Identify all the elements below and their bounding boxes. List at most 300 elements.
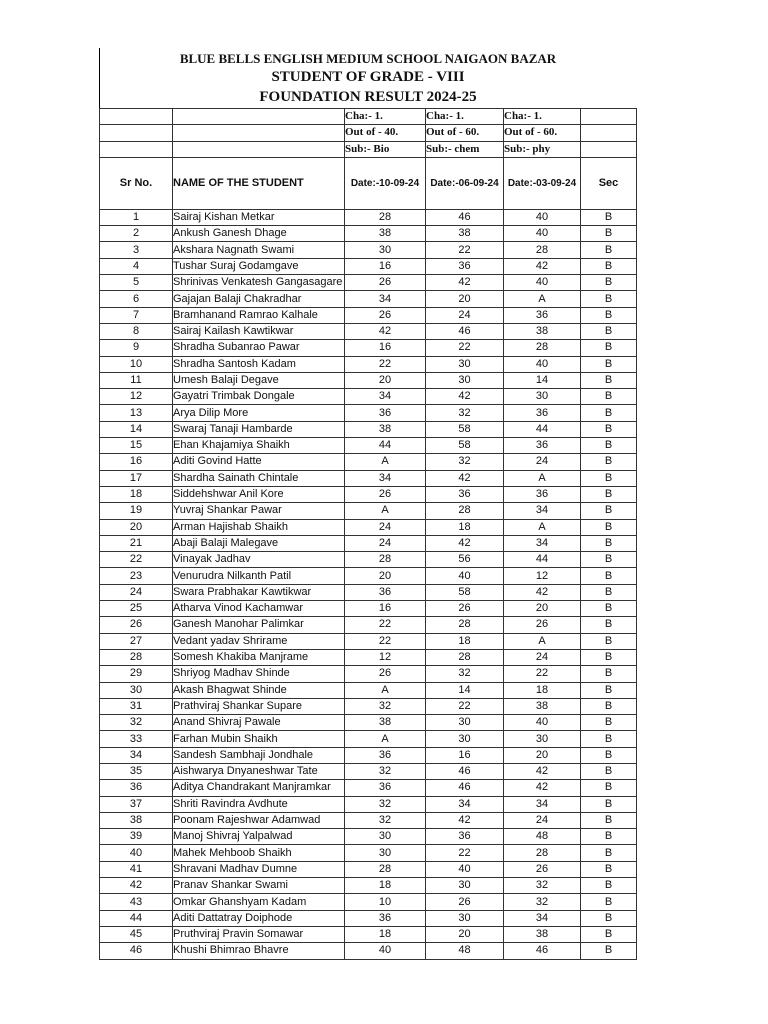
section-cell: B <box>581 601 637 617</box>
section-cell: B <box>581 715 637 731</box>
table-row <box>100 307 637 323</box>
bio-score-cell: 36 <box>345 405 426 421</box>
bio-score-cell: 26 <box>345 666 426 682</box>
chem-score-cell: 38 <box>426 226 504 242</box>
phy-score-cell: 44 <box>504 421 581 437</box>
chem-score-cell: 36 <box>426 258 504 274</box>
chem-score-cell: 22 <box>426 845 504 861</box>
sr-no-cell: 44 <box>100 910 173 926</box>
section-cell: B <box>581 438 637 454</box>
section-cell: B <box>581 845 637 861</box>
phy-score-cell: 22 <box>504 666 581 682</box>
section-cell: B <box>581 503 637 519</box>
chem-score-cell: 18 <box>426 519 504 535</box>
bio-score-cell: 36 <box>345 780 426 796</box>
table-row <box>100 763 637 779</box>
student-name-cell: Shradha Subanrao Pawar <box>173 340 345 356</box>
sr-no-cell: 24 <box>100 584 173 600</box>
student-name-cell: Omkar Ghanshyam Kadam <box>173 894 345 910</box>
section-cell: B <box>581 307 637 323</box>
student-name-cell: Prathviraj Shankar Supare <box>173 698 345 714</box>
chem-score-cell: 42 <box>426 275 504 291</box>
student-name-cell: Umesh Balaji Degave <box>173 372 345 388</box>
table-row <box>100 372 637 388</box>
bio-score-cell: 16 <box>345 258 426 274</box>
phy-score-cell: 44 <box>504 552 581 568</box>
phy-score-cell: 46 <box>504 943 581 959</box>
table-row <box>100 731 637 747</box>
chem-score-cell: 30 <box>426 878 504 894</box>
phy-score-cell: 36 <box>504 486 581 502</box>
bio-out-of: Out of - 40. <box>345 125 426 141</box>
bio-chapter: Cha:- 1. <box>345 109 426 125</box>
table-row <box>100 275 637 291</box>
sr-no-cell: 3 <box>100 242 173 258</box>
section-cell: B <box>581 910 637 926</box>
bio-score-cell: 20 <box>345 372 426 388</box>
student-name-cell: Shriyog Madhav Shinde <box>173 666 345 682</box>
sr-no-cell: 4 <box>100 258 173 274</box>
table-row <box>100 633 637 649</box>
bio-score-cell: 10 <box>345 894 426 910</box>
chem-score-cell: 26 <box>426 894 504 910</box>
chem-score-cell: 30 <box>426 356 504 372</box>
student-name-cell: Akshara Nagnath Swami <box>173 242 345 258</box>
bio-score-cell: 18 <box>345 926 426 942</box>
student-name-cell: Akash Bhagwat Shinde <box>173 682 345 698</box>
sr-no-cell: 30 <box>100 682 173 698</box>
phy-score-cell: 42 <box>504 584 581 600</box>
section-cell: B <box>581 519 637 535</box>
section-cell: B <box>581 421 637 437</box>
phy-score-cell: 28 <box>504 845 581 861</box>
chem-score-cell: 40 <box>426 568 504 584</box>
student-name-cell: Farhan Mubin Shaikh <box>173 731 345 747</box>
student-name-cell: Venurudra Nilkanth Patil <box>173 568 345 584</box>
phy-score-cell: 38 <box>504 698 581 714</box>
phy-score-cell: 20 <box>504 601 581 617</box>
phy-score-cell: 48 <box>504 829 581 845</box>
section-cell: B <box>581 649 637 665</box>
section-cell: B <box>581 812 637 828</box>
bio-score-cell: 36 <box>345 910 426 926</box>
section-cell: B <box>581 943 637 959</box>
chem-score-cell: 56 <box>426 552 504 568</box>
student-name-cell: Shriti Ravindra Avdhute <box>173 796 345 812</box>
table-row <box>100 519 637 535</box>
sr-no-cell: 29 <box>100 666 173 682</box>
student-name-cell: Khushi Bhimrao Bhavre <box>173 943 345 959</box>
phy-score-cell: 18 <box>504 682 581 698</box>
student-name-cell: Sandesh Sambhaji Jondhale <box>173 747 345 763</box>
sr-no-cell: 23 <box>100 568 173 584</box>
chem-score-cell: 18 <box>426 633 504 649</box>
chem-score-cell: 30 <box>426 715 504 731</box>
student-name-cell: Aditi Dattatray Doiphode <box>173 910 345 926</box>
phy-score-cell: 28 <box>504 340 581 356</box>
table-row <box>100 829 637 845</box>
sr-no-cell: 34 <box>100 747 173 763</box>
bio-score-cell: 42 <box>345 323 426 339</box>
student-name-cell: Abaji Balaji Malegave <box>173 535 345 551</box>
bio-score-cell: 36 <box>345 584 426 600</box>
student-name-cell: Siddehshwar Anil Kore <box>173 486 345 502</box>
bio-subject: Sub:- Bio <box>345 141 426 157</box>
section-cell: B <box>581 763 637 779</box>
phy-score-cell: A <box>504 519 581 535</box>
chem-chapter: Cha:- 1. <box>426 109 504 125</box>
bio-score-cell: 26 <box>345 307 426 323</box>
section-cell: B <box>581 242 637 258</box>
section-cell: B <box>581 682 637 698</box>
student-name-cell: Gajajan Balaji Chakradhar <box>173 291 345 307</box>
sr-no-cell: 9 <box>100 340 173 356</box>
table-row <box>100 878 637 894</box>
table-row <box>100 209 637 225</box>
bio-score-cell: A <box>345 731 426 747</box>
sr-no-cell: 18 <box>100 486 173 502</box>
table-row <box>100 568 637 584</box>
table-row <box>100 715 637 731</box>
bio-score-cell: 44 <box>345 438 426 454</box>
sr-no-cell: 38 <box>100 812 173 828</box>
bio-score-cell: A <box>345 503 426 519</box>
sr-no-cell: 36 <box>100 780 173 796</box>
bio-score-cell: 26 <box>345 486 426 502</box>
table-row <box>100 780 637 796</box>
phy-score-cell: A <box>504 291 581 307</box>
table-row <box>100 552 637 568</box>
chem-score-cell: 36 <box>426 829 504 845</box>
table-row <box>100 340 637 356</box>
phy-score-cell: 32 <box>504 878 581 894</box>
section-cell: B <box>581 372 637 388</box>
student-name-cell: Swara Prabhakar Kawtikwar <box>173 584 345 600</box>
student-name-cell: Vedant yadav Shrirame <box>173 633 345 649</box>
sr-no-cell: 1 <box>100 209 173 225</box>
table-row <box>100 535 637 551</box>
section-cell: B <box>581 470 637 486</box>
sr-no-cell: 28 <box>100 649 173 665</box>
chem-score-cell: 46 <box>426 209 504 225</box>
table-row <box>100 356 637 372</box>
chem-score-cell: 40 <box>426 861 504 877</box>
results-table <box>99 108 637 960</box>
chem-score-cell: 46 <box>426 323 504 339</box>
section-cell: B <box>581 340 637 356</box>
sr-no-cell: 25 <box>100 601 173 617</box>
student-name-cell: Poonam Rajeshwar Adamwad <box>173 812 345 828</box>
bio-score-cell: 30 <box>345 845 426 861</box>
phy-subject: Sub:- phy <box>504 141 581 157</box>
phy-score-cell: 24 <box>504 812 581 828</box>
section-cell: B <box>581 796 637 812</box>
section-cell: B <box>581 617 637 633</box>
bio-score-cell: 18 <box>345 878 426 894</box>
sr-no-cell: 32 <box>100 715 173 731</box>
phy-score-cell: 42 <box>504 258 581 274</box>
sr-no-cell: 6 <box>100 291 173 307</box>
chem-score-cell: 28 <box>426 617 504 633</box>
chem-score-cell: 46 <box>426 763 504 779</box>
bio-score-cell: 20 <box>345 568 426 584</box>
phy-score-cell: 38 <box>504 323 581 339</box>
document-header <box>100 50 636 107</box>
chem-score-cell: 28 <box>426 649 504 665</box>
table-row <box>100 682 637 698</box>
phy-score-cell: 32 <box>504 894 581 910</box>
sr-no-cell: 7 <box>100 307 173 323</box>
sr-no-cell: 2 <box>100 226 173 242</box>
section-cell: B <box>581 454 637 470</box>
chem-score-cell: 32 <box>426 454 504 470</box>
phy-score-cell: 38 <box>504 926 581 942</box>
section-cell: B <box>581 633 637 649</box>
phy-score-cell: 34 <box>504 796 581 812</box>
grade-title: STUDENT OF GRADE - VIII <box>271 69 465 85</box>
chapter-row <box>100 109 637 125</box>
student-name-cell: Shrinivas Venkatesh Gangasagare <box>173 275 345 291</box>
table-row <box>100 323 637 339</box>
bio-score-cell: A <box>345 682 426 698</box>
bio-score-cell: 22 <box>345 633 426 649</box>
student-name-cell: Swaraj Tanaji Hambarde <box>173 421 345 437</box>
student-name-cell: Gayatri Trimbak Dongale <box>173 389 345 405</box>
phy-score-cell: A <box>504 633 581 649</box>
section-cell: B <box>581 389 637 405</box>
sr-no-cell: 41 <box>100 861 173 877</box>
section-cell: B <box>581 666 637 682</box>
section-cell: B <box>581 486 637 502</box>
bio-score-cell: 30 <box>345 829 426 845</box>
table-row <box>100 438 637 454</box>
table-row <box>100 910 637 926</box>
result-title: FOUNDATION RESULT 2024-25 <box>259 89 477 105</box>
sec-header: Sec <box>581 157 637 209</box>
table-row <box>100 617 637 633</box>
chem-score-cell: 24 <box>426 307 504 323</box>
bio-score-cell: 38 <box>345 715 426 731</box>
section-cell: B <box>581 356 637 372</box>
chem-score-cell: 30 <box>426 731 504 747</box>
phy-score-cell: 34 <box>504 503 581 519</box>
phy-score-cell: 30 <box>504 389 581 405</box>
sr-no-cell: 16 <box>100 454 173 470</box>
subject-row <box>100 141 637 157</box>
bio-score-cell: 24 <box>345 519 426 535</box>
chem-score-cell: 58 <box>426 584 504 600</box>
student-name-cell: Bramhanand Ramrao Kalhale <box>173 307 345 323</box>
sr-no-cell: 35 <box>100 763 173 779</box>
student-name-cell: Aditi Govind Hatte <box>173 454 345 470</box>
section-cell: B <box>581 552 637 568</box>
sr-no-cell: 22 <box>100 552 173 568</box>
table-row <box>100 812 637 828</box>
chem-out-of: Out of - 60. <box>426 125 504 141</box>
phy-score-cell: 40 <box>504 356 581 372</box>
section-cell: B <box>581 275 637 291</box>
table-row <box>100 389 637 405</box>
sr-no-cell: 10 <box>100 356 173 372</box>
sr-no-cell: 43 <box>100 894 173 910</box>
chem-score-cell: 42 <box>426 389 504 405</box>
bio-score-cell: 34 <box>345 291 426 307</box>
student-name-cell: Shravani Madhav Dumne <box>173 861 345 877</box>
table-row <box>100 291 637 307</box>
table-row <box>100 503 637 519</box>
school-name: BLUE BELLS ENGLISH MEDIUM SCHOOL NAIGAON BAZAR <box>179 51 557 66</box>
section-cell: B <box>581 829 637 845</box>
student-name-cell: Shradha Santosh Kadam <box>173 356 345 372</box>
student-name-cell: Aishwarya Dnyaneshwar Tate <box>173 763 345 779</box>
bio-score-cell: 40 <box>345 943 426 959</box>
student-name-cell: Manoj Shivraj Yalpalwad <box>173 829 345 845</box>
bio-date: Date:-10-09-24 <box>345 157 426 209</box>
bio-score-cell: 32 <box>345 812 426 828</box>
student-name-cell: Arman Hajishab Shaikh <box>173 519 345 535</box>
chem-score-cell: 16 <box>426 747 504 763</box>
table-row <box>100 698 637 714</box>
table-row <box>100 258 637 274</box>
table-row <box>100 796 637 812</box>
chem-score-cell: 32 <box>426 405 504 421</box>
phy-score-cell: 26 <box>504 617 581 633</box>
sr-no-cell: 46 <box>100 943 173 959</box>
chem-score-cell: 34 <box>426 796 504 812</box>
phy-score-cell: 24 <box>504 454 581 470</box>
section-cell: B <box>581 258 637 274</box>
bio-score-cell: 26 <box>345 275 426 291</box>
bio-score-cell: 34 <box>345 470 426 486</box>
chem-score-cell: 30 <box>426 910 504 926</box>
sr-no-cell: 19 <box>100 503 173 519</box>
phy-score-cell: 28 <box>504 242 581 258</box>
sr-no-cell: 17 <box>100 470 173 486</box>
bio-score-cell: 24 <box>345 535 426 551</box>
bio-score-cell: 28 <box>345 552 426 568</box>
student-name-cell: Somesh Khakiba Manjrame <box>173 649 345 665</box>
chem-score-cell: 22 <box>426 242 504 258</box>
sr-no-cell: 27 <box>100 633 173 649</box>
phy-date: Date:-03-09-24 <box>504 157 581 209</box>
sr-no-cell: 14 <box>100 421 173 437</box>
chem-subject: Sub:- chem <box>426 141 504 157</box>
bio-score-cell: A <box>345 454 426 470</box>
student-name-cell: Ehan Khajamiya Shaikh <box>173 438 345 454</box>
table-row <box>100 666 637 682</box>
section-cell: B <box>581 584 637 600</box>
table-row <box>100 649 637 665</box>
bio-score-cell: 32 <box>345 698 426 714</box>
phy-score-cell: 40 <box>504 209 581 225</box>
phy-score-cell: 40 <box>504 715 581 731</box>
bio-score-cell: 32 <box>345 796 426 812</box>
student-name-cell: Ganesh Manohar Palimkar <box>173 617 345 633</box>
section-cell: B <box>581 878 637 894</box>
table-row <box>100 747 637 763</box>
table-row <box>100 405 637 421</box>
section-cell: B <box>581 861 637 877</box>
phy-score-cell: 36 <box>504 438 581 454</box>
phy-score-cell: 42 <box>504 763 581 779</box>
bio-score-cell: 34 <box>345 389 426 405</box>
sr-no-cell: 37 <box>100 796 173 812</box>
phy-score-cell: 34 <box>504 535 581 551</box>
phy-score-cell: 34 <box>504 910 581 926</box>
chem-score-cell: 42 <box>426 470 504 486</box>
phy-out-of: Out of - 60. <box>504 125 581 141</box>
bio-score-cell: 28 <box>345 861 426 877</box>
chem-score-cell: 58 <box>426 438 504 454</box>
table-row <box>100 470 637 486</box>
bio-score-cell: 12 <box>345 649 426 665</box>
bio-score-cell: 38 <box>345 226 426 242</box>
phy-score-cell: 26 <box>504 861 581 877</box>
chem-score-cell: 46 <box>426 780 504 796</box>
sr-no-cell: 5 <box>100 275 173 291</box>
chem-score-cell: 58 <box>426 421 504 437</box>
bio-score-cell: 22 <box>345 356 426 372</box>
sr-no-cell: 42 <box>100 878 173 894</box>
student-name-cell: Vinayak Jadhav <box>173 552 345 568</box>
bio-score-cell: 16 <box>345 601 426 617</box>
sr-no-cell: 11 <box>100 372 173 388</box>
table-row <box>100 454 637 470</box>
section-cell: B <box>581 747 637 763</box>
phy-score-cell: 20 <box>504 747 581 763</box>
student-name-cell: Sairaj Kailash Kawtikwar <box>173 323 345 339</box>
chem-date: Date:-06-09-24 <box>426 157 504 209</box>
table-row <box>100 421 637 437</box>
table-row <box>100 845 637 861</box>
student-name-cell: Ankush Ganesh Dhage <box>173 226 345 242</box>
student-name-cell: Tushar Suraj Godamgave <box>173 258 345 274</box>
chem-score-cell: 36 <box>426 486 504 502</box>
sr-no-cell: 33 <box>100 731 173 747</box>
student-name-cell: Aditya Chandrakant Manjramkar <box>173 780 345 796</box>
phy-score-cell: 36 <box>504 405 581 421</box>
chem-score-cell: 14 <box>426 682 504 698</box>
column-header-row <box>100 157 637 209</box>
sr-no-cell: 21 <box>100 535 173 551</box>
sr-no-cell: 39 <box>100 829 173 845</box>
bio-score-cell: 22 <box>345 617 426 633</box>
out-of-row <box>100 125 637 141</box>
phy-score-cell: 30 <box>504 731 581 747</box>
sr-no-cell: 26 <box>100 617 173 633</box>
bio-score-cell: 32 <box>345 763 426 779</box>
sr-no-cell: 13 <box>100 405 173 421</box>
phy-score-cell: 12 <box>504 568 581 584</box>
chem-score-cell: 28 <box>426 503 504 519</box>
chem-score-cell: 42 <box>426 812 504 828</box>
phy-score-cell: 40 <box>504 275 581 291</box>
sr-no-cell: 20 <box>100 519 173 535</box>
section-cell: B <box>581 894 637 910</box>
phy-score-cell: 24 <box>504 649 581 665</box>
chem-score-cell: 42 <box>426 535 504 551</box>
table-row <box>100 242 637 258</box>
phy-chapter: Cha:- 1. <box>504 109 581 125</box>
bio-score-cell: 16 <box>345 340 426 356</box>
chem-score-cell: 20 <box>426 291 504 307</box>
section-cell: B <box>581 535 637 551</box>
phy-score-cell: 40 <box>504 226 581 242</box>
student-name-cell: Anand Shivraj Pawale <box>173 715 345 731</box>
table-row <box>100 601 637 617</box>
name-header: NAME OF THE STUDENT <box>173 157 345 209</box>
sr-no-cell: 40 <box>100 845 173 861</box>
